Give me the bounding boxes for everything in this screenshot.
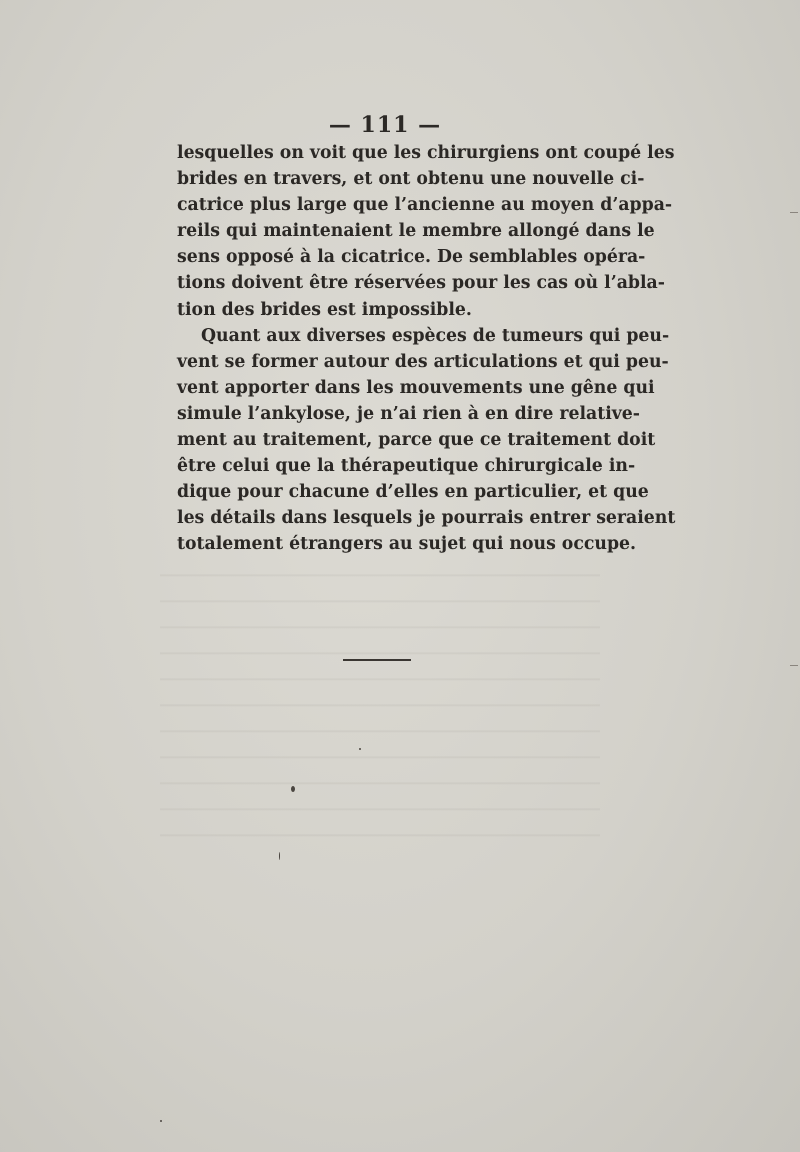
paragraph-1 — [177, 140, 675, 323]
paragraph-2 — [177, 323, 676, 558]
text-line: vent apporter dans les mouvements une gêne qui — [177, 377, 655, 398]
text-line: reils qui maintenaient le membre allongé dans le — [177, 221, 655, 242]
ink-speck — [279, 852, 280, 860]
text-line: ment au traitement, parce que ce traitement doit — [177, 430, 656, 451]
text-line: tion des brides est impossible. — [177, 299, 472, 320]
text-line: catrice plus large que l’ancienne au moyen d’appa- — [177, 195, 673, 216]
page-number: — 111 — — [328, 112, 442, 138]
text-line: simule l’ankylose, je n’ai rien à en dire relative- — [177, 403, 640, 424]
text-line: Quant aux diverses espèces de tumeurs qui peu- — [201, 325, 670, 346]
body-text — [177, 140, 676, 558]
text-line: brides en travers, et ont obtenu une nouvelle ci- — [177, 169, 645, 190]
ink-speck — [359, 748, 361, 750]
show-through-text — [160, 560, 600, 860]
ink-speck — [160, 1120, 162, 1122]
text-line: être celui que la thérapeutique chirurgicale in- — [177, 456, 636, 477]
text-line: sens opposé à la cicatrice. De semblables opéra- — [177, 247, 646, 268]
end-rule — [343, 659, 411, 661]
text-line: lesquelles on voit que les chirurgiens ont coupé les — [177, 143, 675, 163]
text-line: dique pour chacune d’elles en particulier, et que — [177, 482, 649, 503]
edge-mark — [790, 665, 798, 666]
text-line: les détails dans lesquels je pourrais entrer seraient — [177, 508, 676, 529]
text-line: vent se former autour des articulations et qui peu- — [177, 351, 669, 372]
edge-mark — [790, 212, 798, 213]
text-line: tions doivent être réservées pour les cas où l’abla- — [177, 273, 665, 294]
text-line: totalement étrangers au sujet qui nous occupe. — [177, 534, 637, 555]
ink-speck — [291, 786, 295, 792]
